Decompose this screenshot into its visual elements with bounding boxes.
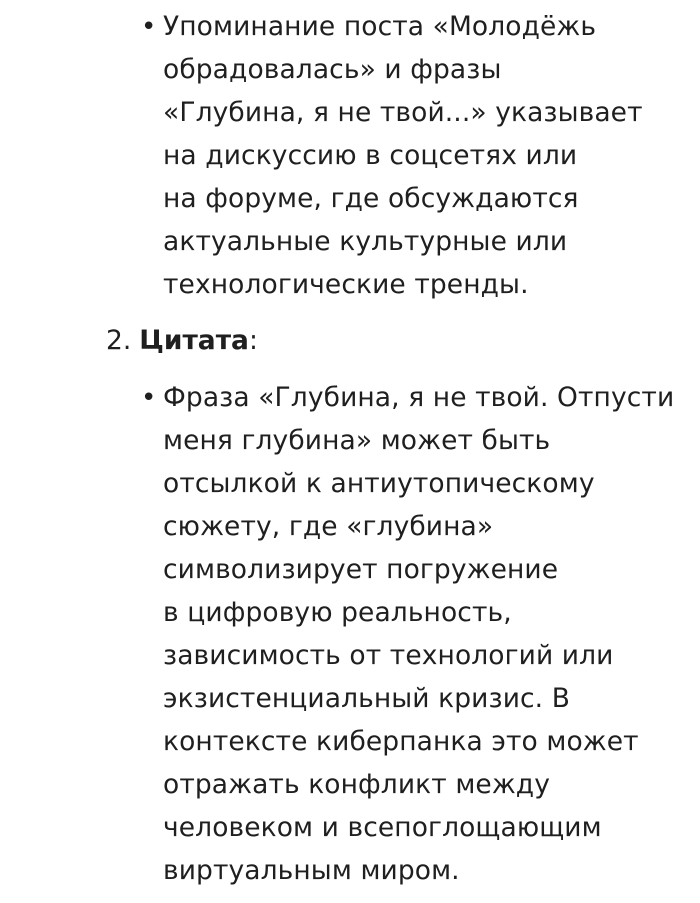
text-line: экзистенциальный кризис. В [163,683,571,714]
text-line: отсылкой к антиутопическому [163,468,595,499]
text-line: сюжету, где «глубина» [163,511,494,542]
bullet-marker: • [141,383,157,413]
text-line: на дискуссию в соцсетях или [163,140,578,171]
text-line: в цифровую реальность, [163,597,512,628]
text-line: на форуме, где обсуждаются [163,183,579,214]
numbered-item-quote [106,320,258,363]
text-line: контексте киберпанка это может [163,726,639,757]
text-line: Фраза «Глубина, я не твой. Отпусти [163,382,675,413]
text-line: виртуальным миром. [163,855,460,886]
text-line: технологические тренды. [163,269,529,300]
text-line: зависимость от технологий или [163,640,614,671]
text-line: обрадовалась» и фразы [163,54,502,85]
text-line: человеком и всепоглощающим [163,812,602,843]
text-line: «Глубина, я не твой...» указывает [163,97,643,128]
text-line: отражать конфликт между [163,769,551,800]
text-line: Упоминание поста «Молодёжь [163,11,597,42]
text-line: актуальные культурные или [163,226,568,257]
item-title-suffix: : [248,325,258,356]
text-line: символизирует погружение [163,554,559,585]
item-title: Цитата [139,325,249,356]
bullet-marker: • [141,12,157,42]
text-line: меня глубина» может быть [163,425,551,456]
list-number: 2. [106,325,132,356]
